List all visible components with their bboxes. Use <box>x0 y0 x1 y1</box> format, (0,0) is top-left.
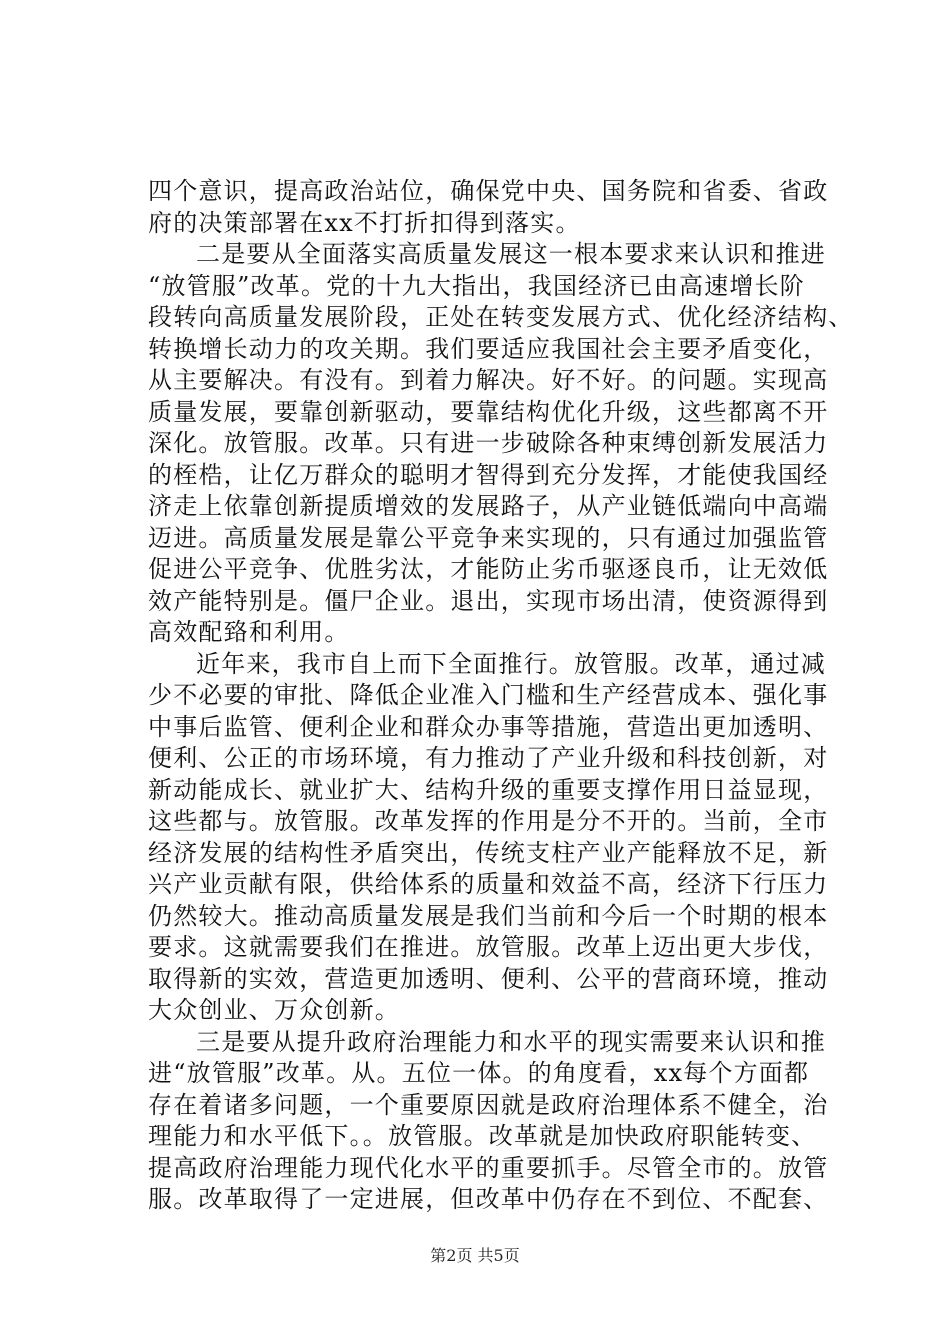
text-line: 段转向高质量发展阶段，正处在转变发展方式、优化经济结构、 <box>148 303 854 331</box>
text-line: 二是要从全面落实高质量发展这一根本要求来认识和推进 <box>196 240 826 268</box>
text-line: 从主要解决。有没有。到着力解决。好不好。的问题。实现高 <box>148 366 829 394</box>
text-line: 要求。这就需要我们在推进。放管服。改革上迈出更大步伐， <box>148 933 829 961</box>
text-line: “放管服”改革。党的十九大指出，我国经济已由高速增长阶 <box>148 271 805 300</box>
text-line: 仍然较大。推动高质量发展是我们当前和今后一个时期的根本 <box>148 901 829 930</box>
text-line: 理能力和水平低下。。放管服。改革就是加快政府职能转变、 <box>148 1122 817 1150</box>
text-line: 进“放管服”改革。从。五位一体。的角度看，xx每个方面都 <box>148 1059 810 1087</box>
text-line: 效产能特别是。僵尸企业。退出，实现市场出清，使资源得到 <box>148 586 829 615</box>
text-line: 取得新的实效，营造更加透明、便利、公平的营商环境，推动 <box>148 964 829 993</box>
text-line: 少不必要的审批、降低企业准入门槛和生产经营成本、强化事 <box>148 681 829 709</box>
text-line: 这些都与。放管服。改革发挥的作用是分不开的。当前，全市 <box>148 807 829 835</box>
text-line: 质量发展，要靠创新驱动，要靠结构优化升级，这些都离不开 <box>148 397 829 426</box>
text-line: 服。改革取得了一定进展，但改革中仍存在不到位、不配套、 <box>148 1185 829 1213</box>
text-line: 兴产业贡献有限，供给体系的质量和效益不高，经济下行压力 <box>148 870 829 898</box>
text-line: 高效配臵和利用。 <box>148 618 350 646</box>
text-line: 转换增长动力的攻关期。我们要适应我国社会主要矛盾变化， <box>148 334 829 363</box>
text-line: 济走上依靠创新提质增效的发展路子，从产业链低端向中高端 <box>148 492 829 520</box>
text-line: 深化。放管服。改革。只有进一步破除各种束缚创新发展活力 <box>148 429 829 457</box>
text-line: 近年来，我市自上而下全面推行。放管服。改革，通过减 <box>196 649 826 678</box>
text-line: 便利、公正的市场环境，有力推动了产业升级和科技创新，对 <box>148 744 829 772</box>
text-line: 三是要从提升政府治理能力和水平的现实需要来认识和推 <box>196 1027 826 1056</box>
text-line: 迈进。高质量发展是靠公平竞争来实现的，只有通过加强监管 <box>148 523 829 552</box>
text-line: 新动能成长、就业扩大、结构升级的重要支撑作用日益显现， <box>148 775 829 804</box>
text-line: 存在着诸多问题，一个重要原因就是政府治理体系不健全，治 <box>148 1090 829 1119</box>
text-line: 经济发展的结构性矛盾突出，传统支柱产业产能释放不足，新 <box>148 838 829 867</box>
text-line: 大众创业、万众创新。 <box>148 996 400 1024</box>
text-line: 四个意识，提高政治站位，确保党中央、国务院和省委、省政 <box>148 177 829 205</box>
text-line: 中事后监管、便利企业和群众办事等措施，营造出更加透明、 <box>148 712 829 741</box>
text-line: 提高政府治理能力现代化水平的重要抓手。尽管全市的。放管 <box>148 1153 829 1182</box>
text-line: 促进公平竞争、优胜劣汰，才能防止劣币驱逐良币，让无效低 <box>148 555 829 583</box>
text-line: 府的决策部署在xx不打折扣得到落实。 <box>148 208 581 237</box>
text-line: 的桎梏，让亿万群众的聪明才智得到充分发挥，才能使我国经 <box>148 460 829 489</box>
page-number-footer: 第2页 共5页 <box>430 1246 520 1265</box>
document-body <box>148 176 854 1216</box>
